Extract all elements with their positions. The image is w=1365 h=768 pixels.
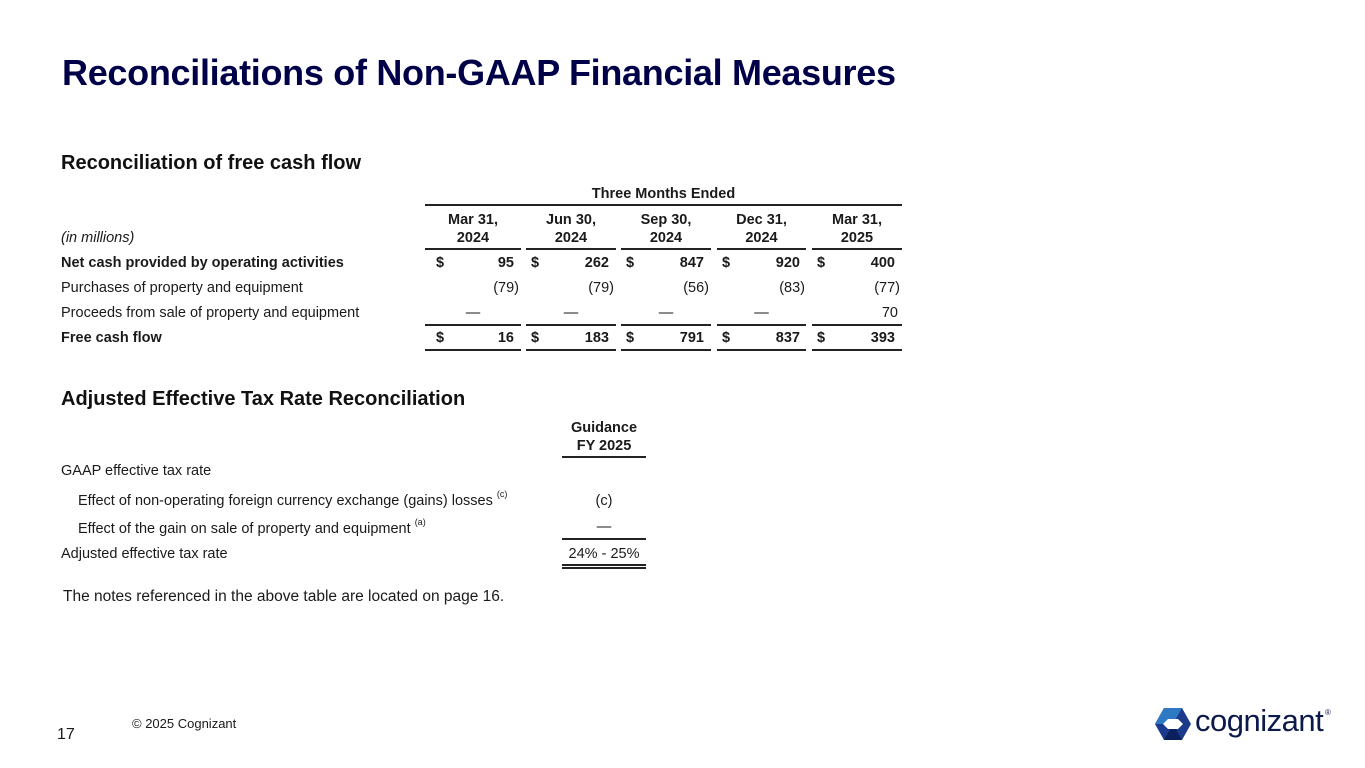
col-header-4: Dec 31, 2024: [736, 212, 787, 246]
guidance-rule: [562, 456, 646, 458]
table-cell: 920: [775, 255, 800, 271]
currency-symbol: $: [436, 330, 445, 346]
currency-symbol: $: [436, 255, 445, 271]
table-cell: —: [658, 305, 674, 321]
currency-symbol: $: [817, 330, 826, 346]
subtotal-rule-1: [425, 324, 521, 326]
tax-double-rule-top: [562, 564, 646, 566]
page-number: 17: [57, 726, 75, 743]
table-cell: 70: [881, 305, 898, 321]
currency-symbol: $: [722, 255, 731, 271]
table-cell: 847: [679, 255, 704, 271]
col-rule-4: [717, 248, 806, 250]
col-header-1: Mar 31, 2024: [448, 212, 498, 246]
subtotal-rule-4: [717, 324, 806, 326]
currency-symbol: $: [531, 330, 540, 346]
cognizant-logo-icon: [1155, 707, 1191, 741]
row-label-net-cash: Net cash provided by operating activities: [61, 255, 344, 271]
fcf-group-header: Three Months Ended: [591, 186, 736, 202]
table-cell: 791: [679, 330, 704, 346]
table-cell: 400: [870, 255, 895, 271]
table-cell: (77): [874, 280, 900, 296]
total-rule-1: [425, 349, 521, 351]
tax-section-title: Adjusted Effective Tax Rate Reconciliation: [61, 388, 466, 410]
cognizant-wordmark: cognizant: [1195, 703, 1324, 738]
col-rule-5: [812, 248, 902, 250]
table-cell: 837: [775, 330, 800, 346]
tax-subtotal-rule: [562, 538, 646, 540]
subtotal-rule-5: [812, 324, 902, 326]
tax-double-rule-bottom: [562, 567, 646, 569]
registered-mark: ®: [1325, 708, 1331, 717]
cognizant-logo: [1155, 703, 1335, 742]
subtotal-rule-3: [621, 324, 711, 326]
table-cell: (79): [493, 280, 519, 296]
tax-value-fx: (c): [595, 493, 613, 509]
table-cell: —: [563, 305, 579, 321]
row-label-free-cash-flow: Free cash flow: [61, 330, 162, 346]
table-cell: —: [465, 305, 481, 321]
table-cell: 262: [584, 255, 609, 271]
row-label-proceeds: Proceeds from sale of property and equipment: [61, 305, 360, 321]
row-label-purchases: Purchases of property and equipment: [61, 280, 303, 296]
col-header-2: Jun 30, 2024: [546, 212, 596, 246]
fcf-section-title: Reconciliation of free cash flow: [61, 152, 362, 174]
tax-row-gain-effect: Effect of the gain on sale of property and equipment $^{(a)}$: [78, 517, 426, 537]
table-cell: —: [754, 305, 769, 321]
col-rule-2: [526, 248, 616, 250]
footnote-marker: (a): [414, 517, 426, 527]
col-header-3: Sep 30, 2024: [640, 212, 692, 246]
fcf-group-rule: [425, 204, 902, 206]
total-rule-4: [717, 349, 806, 351]
tax-value-gain: —: [596, 519, 612, 535]
notes-reference-text: The notes referenced in the above table are located on page 16.: [63, 588, 505, 605]
tax-row-fx-effect: Effect of non-operating foreign currency exchange (gains) losses $^{(c)}$: [78, 489, 508, 509]
units-label: (in millions): [61, 230, 135, 246]
total-rule-5: [812, 349, 902, 351]
currency-symbol: $: [626, 255, 635, 271]
col-rule-3: [621, 248, 711, 250]
footnote-marker: (c): [496, 489, 508, 499]
tax-value-adjusted: 24% - 25%: [568, 546, 640, 562]
guidance-header: Guidance FY 2025: [570, 420, 638, 454]
table-cell: (79): [588, 280, 614, 296]
total-rule-3: [621, 349, 711, 351]
copyright: © 2025 Cognizant: [132, 716, 237, 731]
table-cell: 183: [584, 330, 609, 346]
currency-symbol: $: [817, 255, 826, 271]
currency-symbol: $: [626, 330, 635, 346]
currency-symbol: $: [722, 330, 731, 346]
currency-symbol: $: [531, 255, 540, 271]
subtotal-rule-2: [526, 324, 616, 326]
table-cell: (83): [779, 280, 805, 296]
table-cell: 393: [870, 330, 895, 346]
table-cell: (56): [683, 280, 709, 296]
tax-row-gaap: GAAP effective tax rate: [61, 463, 212, 479]
table-cell: 95: [497, 255, 514, 271]
page-title: Reconciliations of Non-GAAP Financial Measures: [62, 52, 896, 93]
table-cell: 16: [497, 330, 514, 346]
total-rule-2: [526, 349, 616, 351]
col-header-5: Mar 31, 2025: [832, 212, 882, 246]
col-rule-1: [425, 248, 521, 250]
tax-row-adjusted: Adjusted effective tax rate: [61, 546, 228, 562]
